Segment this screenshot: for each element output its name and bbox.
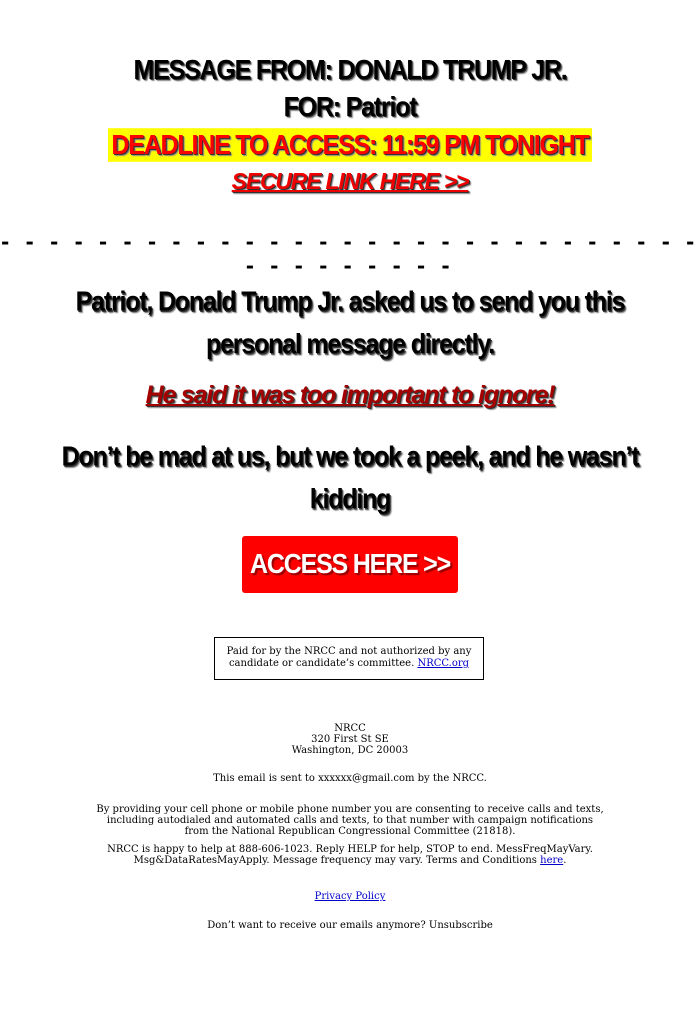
sms-consent-text: By providing your cell phone or mobile phone number you are consenting to receive calls and texts, including autodialed and automated calls and texts, to that number with campaign notifications from the National Republican Congressional Committee (21818). <box>96 804 604 837</box>
secure-link-row <box>0 168 700 195</box>
sent-to-notice: This email is sent to xxxxxx@gmail.com by the NRCC. <box>213 773 487 784</box>
dashed-divider: - - - - - - - - - - - - - - - - - - - - - - - - - - - - - - - - - - - - - - <box>1 230 699 278</box>
deadline-banner: DEADLINE TO ACCESS: 11:59 PM TONIGHT <box>108 128 591 162</box>
address-street: 320 First St SE <box>311 734 389 745</box>
intro-text: Patriot, Donald Trump Jr. asked us to send you this personal message directly. <box>75 286 625 360</box>
access-here-label: ACCESS HERE >> <box>250 548 450 580</box>
deadline-row <box>0 130 700 160</box>
help-text: NRCC is happy to help at 888-606-1023. Reply HELP for help, STOP to end. MessFreqMayVary. Msg&DataRatesMayApply. Message frequency may vary. Terms and Conditions <box>107 844 593 866</box>
unsubscribe-line[interactable]: Don’t want to receive our emails anymore? Unsubscribe <box>207 920 493 931</box>
paid-for-disclaimer <box>214 637 484 680</box>
mailing-address <box>0 723 700 756</box>
secure-link[interactable]: SECURE LINK HERE >> <box>231 168 469 194</box>
privacy-row <box>0 891 700 902</box>
privacy-policy-link[interactable]: Privacy Policy <box>314 891 386 902</box>
nrcc-org-link[interactable]: NRCC.org <box>417 658 470 669</box>
help-text-block <box>95 844 605 866</box>
message-from-heading: MESSAGE FROM: DONALD TRUMP JR. <box>133 54 567 86</box>
peek-text: Don’t be mad at us, but we took a peek, and he wasn’t kidding <box>61 441 639 515</box>
address-city: Washington, DC 20003 <box>291 745 409 756</box>
recipient-line: FOR: Patriot <box>283 91 417 123</box>
important-row <box>0 381 700 410</box>
disclaimer-text: Paid for by the NRCC and not authorized by any candidate or candidate’s committee. <box>226 646 472 669</box>
terms-suffix: . <box>563 855 567 866</box>
important-link[interactable]: He said it was too important to ignore! <box>145 381 555 409</box>
terms-link[interactable]: here <box>540 855 564 866</box>
address-org: NRCC <box>334 723 366 734</box>
access-here-button[interactable] <box>242 536 458 593</box>
